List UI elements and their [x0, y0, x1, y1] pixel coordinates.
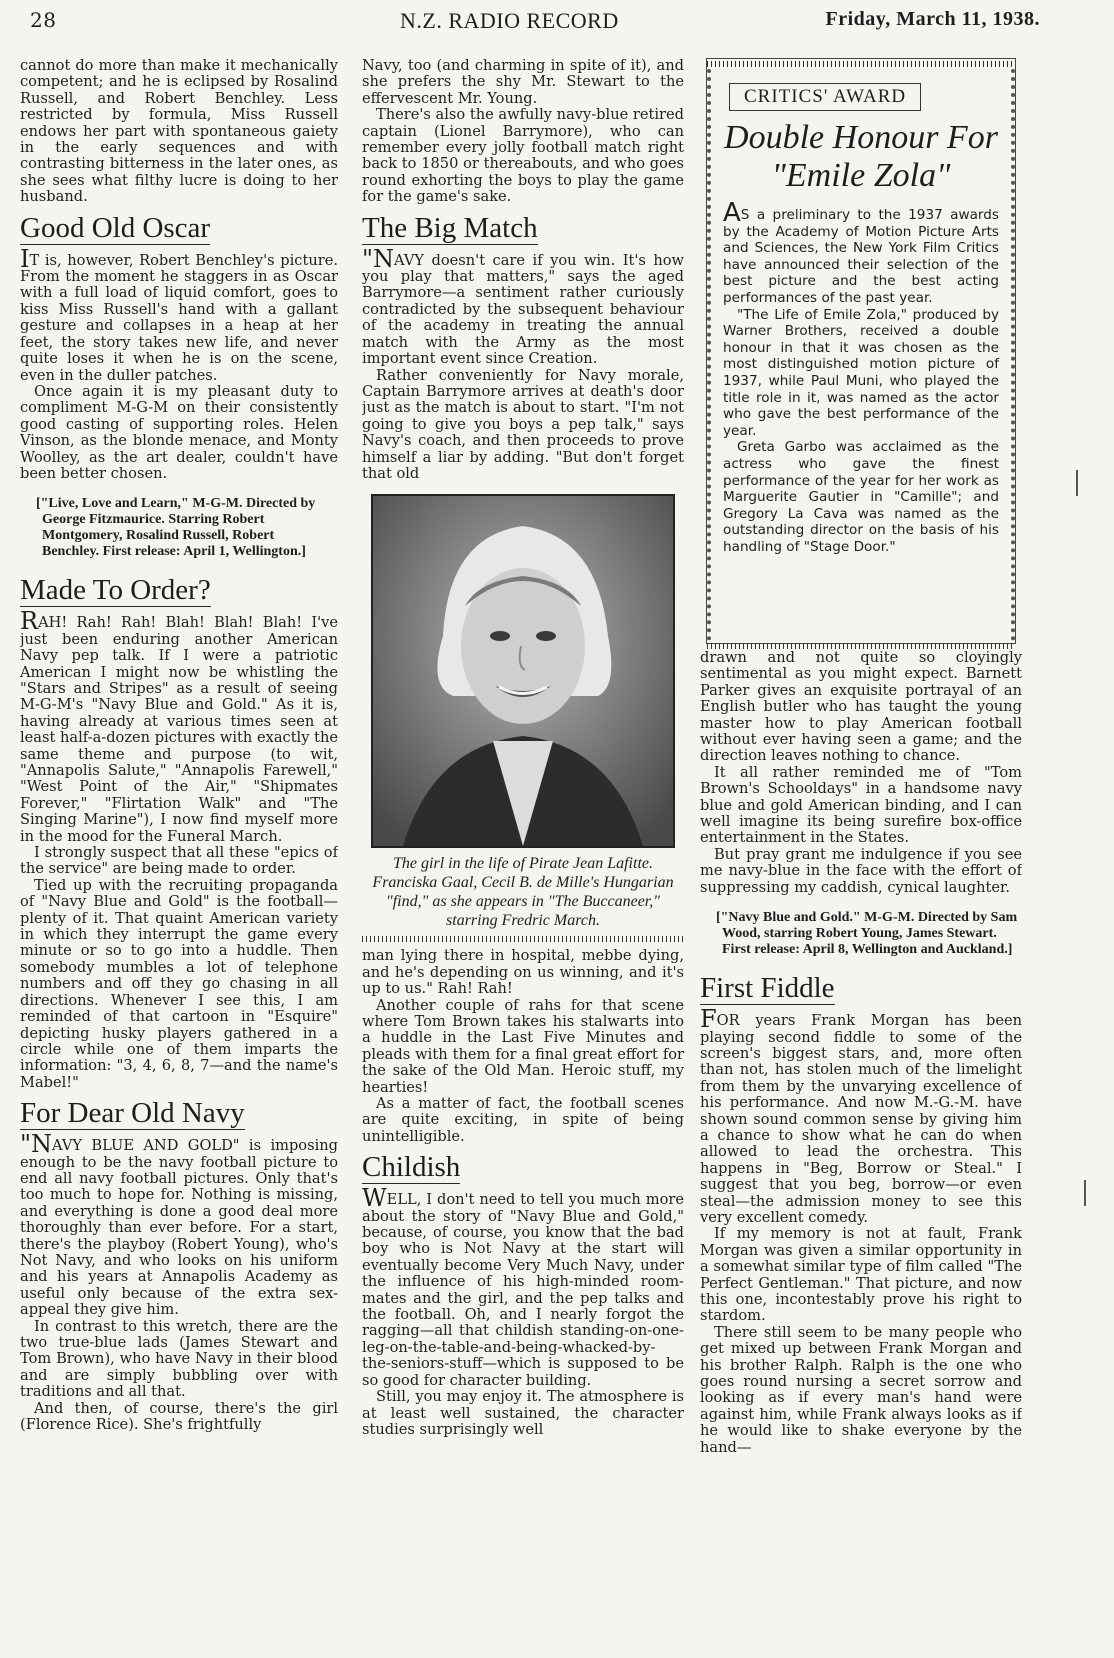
- body-paragraph: Still, you may enjoy it. The atmosphere is at least well sustained, the character studies surprisingly well: [362, 1388, 684, 1438]
- body-paragraph: As a matter of fact, the football scenes are quite exciting, in spite of being unintelligible.: [362, 1095, 684, 1145]
- body-paragraph: Rather conveniently for Navy morale, Captain Barrymore arrives at death's door just as the match is about to start. "I'm not going to give you boys a pep talk," says Navy's coach, and then proceeds to prove himself a liar by adding. "But don't forget that old: [362, 366, 684, 482]
- scan-artifact: [1084, 1180, 1086, 1206]
- headline-line-1: Double Honour For: [724, 119, 998, 156]
- dotted-border-bottom: [707, 643, 1015, 649]
- dotted-divider: [362, 936, 684, 942]
- body-paragraph: I strongly suspect that all these "epics of the service" are being made to order.: [20, 844, 338, 878]
- section-heading-childish: Childish: [362, 1151, 461, 1184]
- dotted-border-top: [707, 61, 1015, 67]
- film-credits: ["Live, Love and Learn," M-G-M. Directed by George Fitzmaurice. Starring Robert Montgomery, Rosalind Russell, Robert Benchley. First release: April 1, Wellington.]: [36, 496, 316, 560]
- scan-artifact: [1076, 470, 1078, 496]
- body-paragraph: Greta Garbo was acclaimed as the actress who gave the finest performance of the year for her work as Marguerite Gautier in "Camille"; and Gregory La Cava was named as the outstanding director on the basis of his handling of "Stage Door.": [723, 439, 999, 555]
- photo-block: [362, 494, 684, 930]
- masthead: N.Z. RADIO RECORD: [400, 8, 619, 33]
- box-headline: [723, 119, 999, 195]
- body-paragraph: RAH! Rah! Rah! Blah! Blah! Blah! I've just been enduring another American Navy pep talk. If I were a patriotic American I might now be whistling the "Stars and Stripes" as a result of seeing M-G-M's "Navy Blue and Gold." As it is, having already at various times seen at least half-a-dozen pictures with exactly the same theme and purpose (to wit, "Annapolis Salute," "Annapolis Farewell," "West Point of the Air," "Shipmates Forever," "Flirtation Walk" and "The Singing Marine"), I now find myself more in the mood for the Funeral March.: [20, 607, 338, 845]
- body-paragraph: There still seem to be many people who get mixed up between Frank Morgan and his brother Ralph. Ralph is the one who goes round nursing a secret sorrow and looking as if every man's hand were against him, while Frank always looks as if he would like to shake everyone by the hand—: [700, 1323, 1022, 1456]
- drop-cap: F: [700, 1005, 717, 1034]
- section-heading-first-fiddle: First Fiddle: [700, 972, 835, 1005]
- body-paragraph: Tied up with the recruiting propaganda of "Navy Blue and Gold" is the football—plenty of it. That quaint American variety in which they interrupt the game every minute or so to go into a huddle. Then somebody mumbles a lot of telephone numbers and off they go chasing in all directions. Whenever I see this, I am reminded of that cartoon in "Esquire" depicting husky players gathered in a circle while one of them imparts the information: "3, 4, 6, 8, 7—and the name's Mabel!": [20, 876, 338, 1091]
- body-paragraph: FOR years Frank Morgan has been playing second fiddle to some of the screen's biggest stars, and, more often than not, has stolen much of the limelight from them by the unvarying excellence of his performance. And now M.-G.-M. have shown sound common sense by giving him a chance to show what he can do when allowed to lead the orchestra. This happens in "Beg, Borrow or Steal." I suggest that you beg, borrow—or even steal—the admission money to see this very excellent comedy.: [700, 1005, 1022, 1226]
- body-paragraph: AS a preliminary to the 1937 awards by the Academy of Motion Picture Arts and Sciences, the New York Film Critics have announced their selection of the best picture and the best acting performances of the past year.: [723, 198, 999, 306]
- issue-date: Friday, March 11, 1938.: [825, 8, 1040, 30]
- body-paragraph: cannot do more than make it mechanically competent; and he is eclipsed by Rosalind Russell, and Robert Benchley. Less restricted by formula, Miss Russell endows her part with spontaneous gaiety in the early sequences and with contrasting bitterness in the later ones, as she sees what filthy lucre is doing to her husband.: [20, 58, 338, 206]
- portrait-illustration: [373, 496, 673, 846]
- page-number: 28: [30, 8, 57, 32]
- photo-caption: The girl in the life of Pirate Jean Lafitte. Franciska Gaal, Cecil B. de Mille's Hungarian "find," as she appears in "The Buccaneer," starring Fredric March.: [372, 855, 674, 930]
- drop-cap: "N: [20, 1130, 53, 1159]
- body-paragraph: "NAVY BLUE AND GOLD" is imposing enough to be the navy football picture to end all navy football pictures. Only that's too much to hope for. Nothing is missing, and everything is done a good deal more thoroughly than ever before. For a start, there's the playboy (Robert Young), who's Not Navy, and who looks on his uniform and his years at Annapolis Academy as useful only because of the extra sex-appeal they give him.: [20, 1130, 338, 1319]
- drop-cap: I: [20, 244, 30, 273]
- portrait-photo: [371, 494, 675, 848]
- body-paragraph: "NAVY doesn't care if you win. It's how you play that matters," says the aged Barrymore—a sentiment rather curiously contradicted by the subsequent behaviour of the academy in treating the annual match with the Army as the most important event since Creation.: [362, 244, 684, 368]
- body-paragraph: man lying there in hospital, mebbe dying, and he's depending on us winning, and it's up to us." Rah! Rah!: [362, 947, 684, 998]
- body-paragraph: There's also the awfully navy-blue retired captain (Lionel Barrymore), who can remember every jolly football match right back to 1850 or thereabouts, and who goes round exhorting the boys to play the game for the game's sake.: [362, 106, 684, 206]
- body-paragraph: But pray grant me indulgence if you see me navy-blue in the face with the effort of suppressing my caddish, cynical laughter.: [700, 845, 1022, 896]
- body-paragraph: IT is, however, Robert Benchley's picture. From the moment he staggers in as Oscar with a full load of liquid comfort, goes to kiss Miss Russell's hand with a gallant gesture and collapses in a heap at her feet, the story takes new life, and never quite loses it when he is on the scene, even in the duller patches.: [20, 244, 338, 384]
- section-heading-for-dear-old-navy: For Dear Old Navy: [20, 1097, 245, 1130]
- column-2: [362, 58, 684, 1648]
- drop-cap: "N: [362, 244, 395, 273]
- body-paragraph: If my memory is not at fault, Frank Morgan was given a similar opportunity in a somewhat similar type of film called "The Perfect Gentleman." That picture, and now this one, incontestably prove his right to stardom.: [700, 1225, 1022, 1325]
- section-heading-good-old-oscar: Good Old Oscar: [20, 211, 211, 244]
- headline-line-2: "Emile Zola": [771, 157, 951, 194]
- body-paragraph: In contrast to this wretch, there are the two true-blue lads (James Stewart and Tom Brown), who have Navy in their blood and are simply bubbling over with traditions and all that.: [20, 1317, 338, 1401]
- section-heading-the-big-match: The Big Match: [362, 211, 538, 244]
- critics-award-box: [706, 58, 1016, 644]
- body-paragraph: And then, of course, there's the girl (Florence Rice). She's frightfully: [20, 1399, 338, 1434]
- drop-cap: R: [20, 607, 39, 636]
- body-paragraph: drawn and not quite so cloyingly sentimental as you might expect. Barnett Parker gives an exquisite portrayal of an English butler who has taught the young master how to play American football without ever having seen a game; and the direction leaves nothing to chance.: [700, 650, 1022, 765]
- body-paragraph: WELL, I don't need to tell you much more about the story of "Navy Blue and Gold," because, of course, you know that the bad boy who is Not Navy at the start will eventually become Very Much Navy, under the influence of his high-minded room-mates and the girl, and the pep talks and the football. Oh, and I nearly forgot the ragging—all that childish standing-on-one-leg-on-the-table-and-being-whacked-by-the-seniors-stuff—which is supposed to be so good for character building.: [362, 1184, 684, 1389]
- drop-cap: W: [362, 1184, 387, 1213]
- body-paragraph: Once again it is my pleasant duty to compliment M-G-M on their consistently good casting of supporting roles. Helen Vinson, as the blonde menace, and Monty Woolley, as the art dealer, couldn't have been better chosen.: [20, 382, 338, 482]
- body-paragraph: It all rather reminded me of "Tom Brown's Schooldays" in a handsome navy blue and gold American binding, and I can well imagine its being surefire box-office entertainment in the States.: [700, 763, 1022, 847]
- page-header: [30, 8, 1040, 36]
- section-heading-made-to-order: Made To Order?: [20, 574, 211, 607]
- critics-award-badge: CRITICS' AWARD: [729, 83, 921, 111]
- body-paragraph: Another couple of rahs for that scene where Tom Brown takes his stalwarts into a huddle in the Last Five Minutes and pleads with them for a final great effort for the sake of the Old Man. Heroic stuff, my hearties!: [362, 996, 684, 1096]
- column-1: [20, 58, 338, 1648]
- column-3: [700, 650, 1022, 1650]
- box-content: [707, 69, 1015, 641]
- film-credits: ["Navy Blue and Gold." M-G-M. Directed by Sam Wood, starring Robert Young, James Stewart. First release: April 8, Wellington and Auckland.]: [716, 910, 1018, 958]
- body-paragraph: "The Life of Emile Zola," produced by Warner Brothers, received a double honour in that it was chosen as the most distinguished motion picture of 1937, while Paul Muni, who played the title role in it, was named as the actor who gave the best performance of the year.: [723, 306, 999, 439]
- drop-cap: A: [723, 198, 741, 228]
- body-paragraph: Navy, too (and charming in spite of it), and she prefers the shy Mr. Stewart to the effervescent Mr. Young.: [362, 58, 684, 107]
